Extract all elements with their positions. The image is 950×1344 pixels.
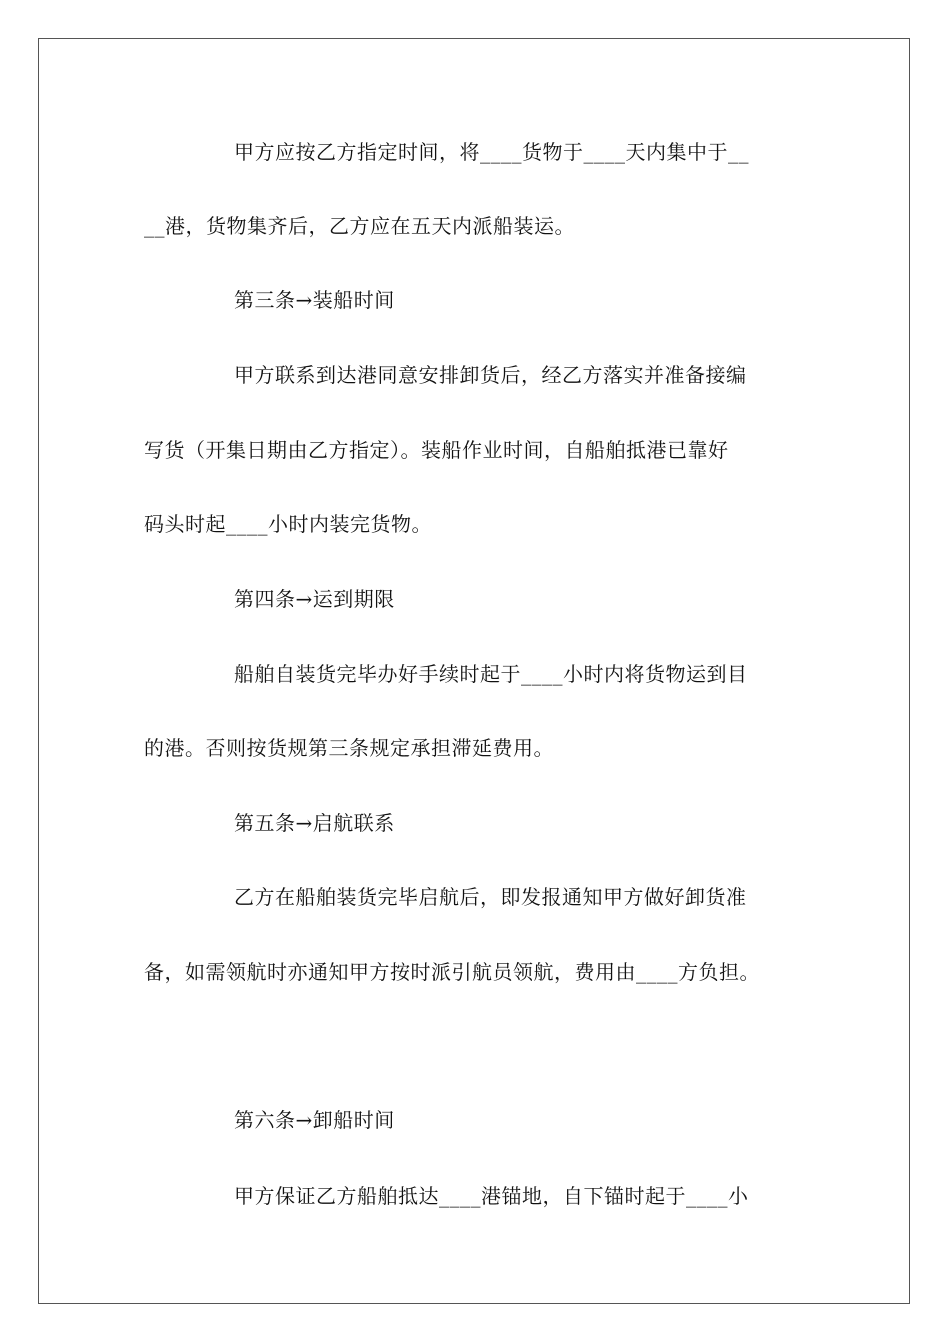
paragraph-line: 甲方联系到达港同意安排卸货后，经乙方落实并准备接编 — [234, 363, 747, 387]
paragraph-line: 码头时起____小时内装完货物。 — [144, 512, 432, 536]
section-heading: 第六条→卸船时间 — [234, 1108, 395, 1132]
section-heading: 第三条→装船时间 — [234, 288, 395, 312]
paragraph-line: 的港。否则按货规第三条规定承担滞延费用。 — [144, 736, 554, 760]
paragraph-line: 乙方在船舶装货完毕启航后，即发报通知甲方做好卸货准 — [234, 885, 747, 909]
paragraph-line: 备，如需领航时亦通知甲方按时派引航员领航，费用由____方负担。 — [144, 960, 760, 984]
paragraph-line: 写货（开集日期由乙方指定）。装船作业时间，自船舶抵港已靠好 — [144, 438, 729, 462]
paragraph-line: 甲方应按乙方指定时间，将____货物于____天内集中于__ — [234, 140, 749, 164]
paragraph-line: 船舶自装货完毕办好手续时起于____小时内将货物运到目 — [234, 662, 748, 686]
section-heading: 第四条→运到期限 — [234, 587, 395, 611]
paragraph-line: __港，货物集齐后，乙方应在五天内派船装运。 — [144, 214, 575, 238]
section-heading: 第五条→启航联系 — [234, 811, 395, 835]
paragraph-line: 甲方保证乙方船舶抵达____港锚地，自下锚时起于____小 — [234, 1184, 749, 1208]
